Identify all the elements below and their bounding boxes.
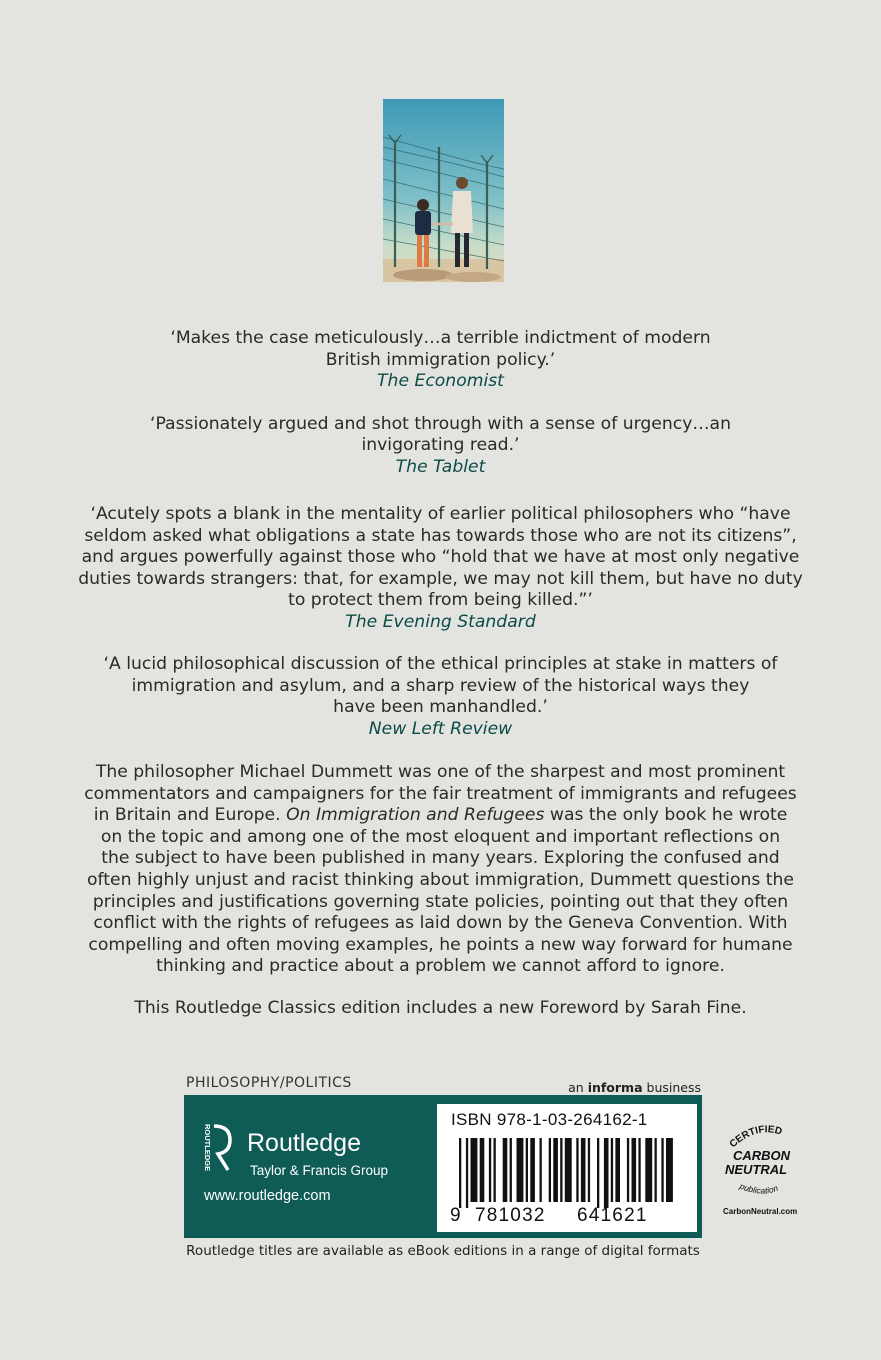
barcode-bar bbox=[645, 1138, 652, 1202]
quote-line: to protect them from being killed.”’ bbox=[288, 590, 593, 610]
carbon-neutral-badge bbox=[715, 1118, 825, 1218]
quote-line: immigration and asylum, and a sharp review of the historical ways they bbox=[131, 675, 750, 696]
barcode bbox=[437, 1138, 697, 1208]
cover-photo bbox=[383, 99, 504, 282]
logo-letters: ROUTLEDGE bbox=[203, 1124, 212, 1172]
barcode-panel bbox=[437, 1104, 697, 1232]
routledge-logo-icon bbox=[198, 1122, 232, 1174]
informa-brand: informa bbox=[587, 1080, 643, 1095]
svg-text:publication bbox=[737, 1180, 779, 1195]
description-line: commentators and campaigners for the fair treatment of immigrants and refugees bbox=[84, 783, 797, 804]
review-quote bbox=[60, 414, 821, 479]
barcode-bar bbox=[494, 1138, 496, 1202]
informa-tagline bbox=[560, 1080, 701, 1095]
publisher-panel bbox=[184, 1095, 702, 1238]
barcode-bar bbox=[517, 1138, 524, 1202]
quote-source: The Tablet bbox=[395, 456, 486, 477]
quote-line: duties towards strangers: that, for example, we may not kill them, but have no duty bbox=[78, 568, 803, 589]
description-line: often highly unjust and racist thinking about immigration, Dummett questions the bbox=[87, 869, 794, 890]
quote-source: The Economist bbox=[377, 371, 504, 391]
barcode-bar bbox=[615, 1138, 620, 1202]
barcode-bar bbox=[604, 1138, 609, 1208]
barcode-bar bbox=[597, 1138, 599, 1208]
barcode-bar bbox=[553, 1138, 558, 1202]
description-line: principles and justifications governing state policies, pointing out that they often bbox=[92, 891, 789, 912]
barcode-bar bbox=[632, 1138, 637, 1202]
quote-line: ‘Makes the case meticulously…a terrible indictment of modern bbox=[170, 328, 711, 348]
quote-source: The Evening Standard bbox=[345, 611, 536, 632]
barcode-bar bbox=[480, 1138, 485, 1202]
barcode-digits bbox=[437, 1205, 697, 1229]
barcode-bar bbox=[576, 1138, 578, 1202]
barcode-digits-right: 641621 bbox=[577, 1205, 648, 1226]
review-quote bbox=[60, 328, 821, 393]
barcode-bar bbox=[661, 1138, 663, 1202]
barcode-bar bbox=[489, 1138, 491, 1202]
barcode-bar bbox=[666, 1138, 673, 1202]
barcode-bar bbox=[588, 1138, 590, 1202]
barcode-bar bbox=[638, 1138, 640, 1202]
barcode-bar bbox=[466, 1138, 468, 1208]
ebook-note: Routledge titles are available as eBook editions in a range of digital formats bbox=[186, 1243, 700, 1259]
description-line: on the topic and among one of the most eloquent and important reflections on bbox=[100, 826, 781, 847]
barcode-bar bbox=[611, 1138, 613, 1202]
subject-category: PHILOSOPHY/POLITICS bbox=[186, 1075, 352, 1091]
description-line: The philosopher Michael Dummett was one of the sharpest and most prominent bbox=[95, 762, 786, 782]
book-description bbox=[60, 762, 821, 978]
barcode-bar bbox=[565, 1138, 572, 1202]
informa-prefix: an bbox=[568, 1080, 588, 1095]
publisher-name: Routledge bbox=[247, 1129, 361, 1157]
quote-line: invigorating read.’ bbox=[361, 435, 520, 455]
badge-site: CarbonNeutral.com bbox=[723, 1207, 798, 1216]
description-line: thinking and practice about a problem we cannot afford to ignore. bbox=[156, 956, 725, 977]
svg-text:CERTIFIED bbox=[728, 1124, 784, 1150]
barcode-bar bbox=[459, 1138, 461, 1208]
review-quotes bbox=[60, 328, 821, 760]
barcode-bar bbox=[540, 1138, 542, 1202]
barcode-bar bbox=[530, 1138, 535, 1202]
description-text: was the only book he wrote bbox=[544, 805, 788, 826]
quote-line: and argues powerfully against those who “hold that we have at most only negative bbox=[81, 547, 800, 567]
isbn-label: ISBN 978-1-03-264162-1 bbox=[451, 1110, 648, 1129]
barcode-bar bbox=[549, 1138, 551, 1202]
barcode-bar bbox=[526, 1138, 528, 1202]
description-text: in Britain and Europe. bbox=[93, 805, 287, 826]
badge-neutral: NEUTRAL bbox=[725, 1162, 788, 1177]
badge-carbon: CARBON bbox=[733, 1148, 791, 1163]
description-line: compelling and often moving examples, he points a new way forward for humane bbox=[88, 934, 793, 955]
quote-line: ‘Passionately argued and shot through with a sense of urgency…an bbox=[150, 413, 731, 434]
badge-certified: CERTIFIED bbox=[727, 1124, 784, 1151]
book-title: On Immigration and Refugees bbox=[286, 805, 545, 826]
barcode-bar bbox=[655, 1138, 657, 1202]
description-line: conflict with the rights of refugees as laid down by the Geneva Convention. With bbox=[93, 913, 788, 934]
publisher-url[interactable]: www.routledge.com bbox=[204, 1188, 331, 1204]
quote-source: New Left Review bbox=[368, 718, 513, 739]
barcode-bar bbox=[581, 1138, 586, 1202]
barcode-bar bbox=[510, 1138, 512, 1202]
barcode-bar bbox=[471, 1138, 478, 1202]
description-line bbox=[60, 805, 821, 827]
badge-publication: publication bbox=[738, 1180, 780, 1196]
description-line: the subject to have been published in many years. Exploring the confused and bbox=[101, 848, 780, 869]
classics-note: This Routledge Classics edition includes a new Foreword by Sarah Fine. bbox=[134, 998, 747, 1018]
barcode-bar bbox=[560, 1138, 562, 1202]
quote-line: British immigration policy.’ bbox=[325, 349, 556, 370]
review-quote bbox=[60, 504, 821, 633]
quote-line: ‘Acutely spots a blank in the mentality of earlier political philosophers who “have bbox=[90, 504, 791, 524]
publisher-group: Taylor & Francis Group bbox=[250, 1163, 389, 1178]
barcode-bar bbox=[503, 1138, 508, 1202]
barcode-digit-first: 9 bbox=[450, 1205, 461, 1226]
barcode-bar bbox=[627, 1138, 629, 1202]
informa-suffix: business bbox=[642, 1080, 701, 1095]
review-quote bbox=[60, 654, 821, 740]
barcode-digits-left: 781032 bbox=[475, 1205, 546, 1226]
quote-line: seldom asked what obligations a state has towards those who are not its citizens”, bbox=[84, 525, 797, 546]
quote-line: have been manhandled.’ bbox=[333, 697, 548, 717]
quote-line: ‘A lucid philosophical discussion of the ethical principles at stake in matters of bbox=[103, 654, 778, 674]
